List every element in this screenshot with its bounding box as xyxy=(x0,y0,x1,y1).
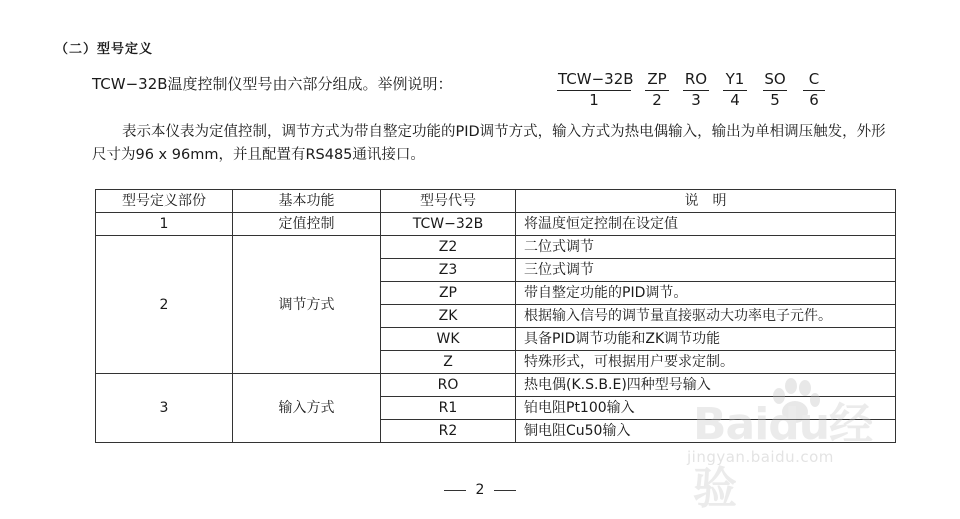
function-cell: 调节方式 xyxy=(233,236,381,374)
description-cell: 铜电阻Cu50输入 xyxy=(516,420,896,443)
code-segment: SO xyxy=(763,71,787,91)
code-cell: Z3 xyxy=(381,259,516,282)
description-cell: 将温度恒定控制在设定值 xyxy=(516,213,896,236)
code-part-3 xyxy=(683,71,709,109)
watermark-url: jingyan.baidu.com xyxy=(687,448,834,466)
section-title: （二）型号定义 xyxy=(55,42,154,57)
code-index: 5 xyxy=(770,91,780,109)
description-cell: 三位式调节 xyxy=(516,259,896,282)
description-cell: 具备PID调节功能和ZK调节功能 xyxy=(516,328,896,351)
code-part-4 xyxy=(723,71,747,109)
header-description: 说 明 xyxy=(516,190,896,213)
code-cell: ZP xyxy=(381,282,516,305)
code-segment: Y1 xyxy=(723,71,747,91)
code-segment: TCW−32B xyxy=(557,71,631,91)
description-cell: 铂电阻Pt100输入 xyxy=(516,397,896,420)
example-model-code xyxy=(557,71,847,111)
description-cell: 带自整定功能的PID调节。 xyxy=(516,282,896,305)
code-segment: RO xyxy=(683,71,709,91)
dash-right xyxy=(494,490,516,491)
table-row xyxy=(96,213,896,236)
description-cell: 二位式调节 xyxy=(516,236,896,259)
code-part-5 xyxy=(763,71,787,109)
code-segment: C xyxy=(803,71,825,91)
code-cell: WK xyxy=(381,328,516,351)
description-cell: 热电偶(K.S.B.E)四种型号输入 xyxy=(516,374,896,397)
code-cell: R2 xyxy=(381,420,516,443)
code-cell: ZK xyxy=(381,305,516,328)
code-segment: ZP xyxy=(645,71,669,91)
part-cell: 3 xyxy=(96,374,233,443)
description-cell: 根据输入信号的调节量直接驱动大功率电子元件。 xyxy=(516,305,896,328)
code-index: 1 xyxy=(589,91,599,109)
code-index: 4 xyxy=(730,91,740,109)
code-cell: R1 xyxy=(381,397,516,420)
code-part-2 xyxy=(645,71,669,109)
header-part: 型号定义部份 xyxy=(96,190,233,213)
description-cell: 特殊形式，可根据用户要求定制。 xyxy=(516,351,896,374)
code-index: 6 xyxy=(809,91,819,109)
table-row xyxy=(96,236,896,259)
function-cell: 定值控制 xyxy=(233,213,381,236)
part-cell: 2 xyxy=(96,236,233,374)
code-cell: Z xyxy=(381,351,516,374)
header-code: 型号代号 xyxy=(381,190,516,213)
table-header-row xyxy=(96,190,896,213)
code-cell: TCW−32B xyxy=(381,213,516,236)
watermark-logo: Baidu经验 xyxy=(693,399,873,514)
baidu-watermark xyxy=(685,372,905,514)
part-cell: 1 xyxy=(96,213,233,236)
code-part-1 xyxy=(557,70,634,109)
description-paragraph: 表示本仪表为定值控制，调节方式为带自整定功能的PID调节方式，输入方式为热电偶输入，输出为单相调压触发，外形尺寸为96 x 96mm，并且配置有RS485通讯接口。 xyxy=(92,124,886,163)
code-index: 2 xyxy=(652,91,662,109)
intro-text: TCW−32B温度控制仪型号由六部分组成。举例说明： xyxy=(92,75,453,93)
code-cell: Z2 xyxy=(381,236,516,259)
code-part-6 xyxy=(803,71,825,109)
header-function: 基本功能 xyxy=(233,190,381,213)
page-number-text: 2 xyxy=(475,482,485,498)
dash-left xyxy=(444,490,466,491)
code-cell: RO xyxy=(381,374,516,397)
function-cell: 输入方式 xyxy=(233,374,381,443)
code-index: 3 xyxy=(691,91,701,109)
